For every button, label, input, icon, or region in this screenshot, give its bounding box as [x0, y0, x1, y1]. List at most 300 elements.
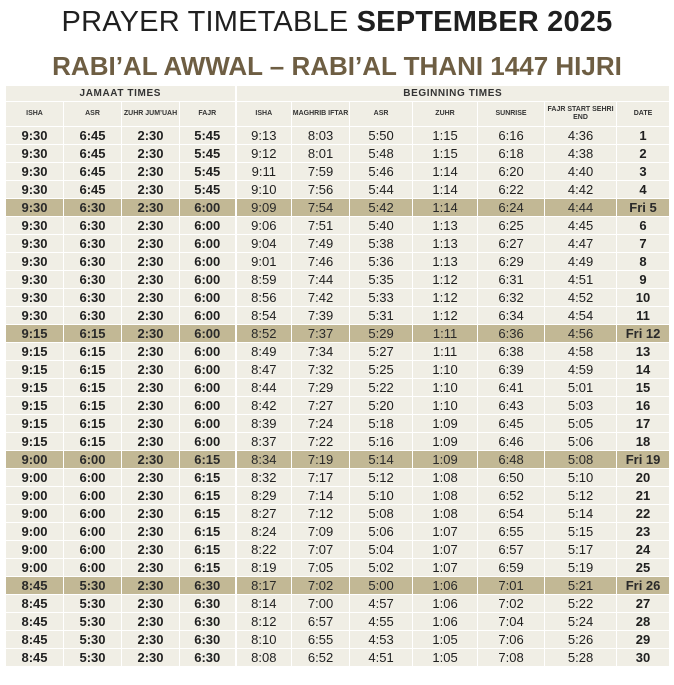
cell-begin-isha: 8:42: [236, 397, 292, 415]
cell-jamaat-zuhr: 2:30: [122, 217, 180, 235]
cell-begin-maghrib: 7:09: [292, 523, 350, 541]
cell-begin-maghrib: 7:51: [292, 217, 350, 235]
cell-begin-asr: 5:10: [350, 487, 413, 505]
cell-jamaat-asr: 6:00: [64, 541, 122, 559]
cell-jamaat-isha: 9:15: [6, 433, 64, 451]
cell-begin-sunrise: 6:36: [478, 325, 545, 343]
cell-jamaat-isha: 9:15: [6, 379, 64, 397]
cell-begin-zuhr: 1:08: [413, 487, 478, 505]
cell-jamaat-asr: 6:30: [64, 307, 122, 325]
cell-date: 21: [617, 487, 670, 505]
cell-jamaat-asr: 6:30: [64, 271, 122, 289]
table-row: [6, 379, 670, 397]
cell-jamaat-fajr: 5:45: [180, 181, 236, 199]
cell-begin-sunrise: 6:48: [478, 451, 545, 469]
cell-begin-zuhr: 1:05: [413, 649, 478, 667]
cell-begin-isha: 9:09: [236, 199, 292, 217]
cell-begin-asr: 4:53: [350, 631, 413, 649]
cell-begin-fajr: 4:54: [545, 307, 617, 325]
cell-date: 28: [617, 613, 670, 631]
cell-begin-isha: 9:01: [236, 253, 292, 271]
cell-jamaat-isha: 9:30: [6, 199, 64, 217]
cell-jamaat-isha: 9:30: [6, 235, 64, 253]
cell-begin-maghrib: 7:42: [292, 289, 350, 307]
cell-jamaat-fajr: 5:45: [180, 127, 236, 145]
cell-jamaat-asr: 6:00: [64, 469, 122, 487]
friday-table-row: [6, 325, 670, 343]
cell-jamaat-zuhr: 2:30: [122, 649, 180, 667]
cell-jamaat-zuhr: 2:30: [122, 523, 180, 541]
cell-begin-maghrib: 6:57: [292, 613, 350, 631]
cell-jamaat-isha: 9:00: [6, 541, 64, 559]
cell-begin-maghrib: 7:12: [292, 505, 350, 523]
column-header-row: [6, 102, 670, 127]
cell-date: 11: [617, 307, 670, 325]
cell-jamaat-isha: 9:30: [6, 271, 64, 289]
cell-begin-zuhr: 1:14: [413, 181, 478, 199]
cell-jamaat-zuhr: 2:30: [122, 505, 180, 523]
cell-begin-zuhr: 1:07: [413, 541, 478, 559]
cell-jamaat-zuhr: 2:30: [122, 487, 180, 505]
cell-jamaat-asr: 6:45: [64, 163, 122, 181]
cell-begin-maghrib: 7:05: [292, 559, 350, 577]
cell-begin-fajr: 5:15: [545, 523, 617, 541]
cell-jamaat-fajr: 6:00: [180, 361, 236, 379]
cell-begin-sunrise: 6:59: [478, 559, 545, 577]
cell-jamaat-fajr: 6:15: [180, 487, 236, 505]
table-row: [6, 307, 670, 325]
cell-jamaat-fajr: 6:00: [180, 415, 236, 433]
cell-jamaat-isha: 9:00: [6, 559, 64, 577]
cell-begin-maghrib: 7:19: [292, 451, 350, 469]
cell-jamaat-asr: 5:30: [64, 649, 122, 667]
cell-begin-zuhr: 1:13: [413, 253, 478, 271]
cell-jamaat-isha: 9:15: [6, 415, 64, 433]
cell-jamaat-zuhr: 2:30: [122, 379, 180, 397]
table-row: [6, 649, 670, 667]
cell-jamaat-fajr: 6:00: [180, 289, 236, 307]
cell-begin-fajr: 4:52: [545, 289, 617, 307]
table-row: [6, 631, 670, 649]
cell-begin-zuhr: 1:11: [413, 325, 478, 343]
cell-begin-maghrib: 7:07: [292, 541, 350, 559]
friday-table-row: [6, 577, 670, 595]
beginning-times-header: BEGINNING TIMES: [236, 86, 670, 102]
cell-begin-sunrise: 6:29: [478, 253, 545, 271]
cell-begin-zuhr: 1:11: [413, 343, 478, 361]
cell-begin-asr: 5:02: [350, 559, 413, 577]
col-jamaat-asr: ASR: [64, 102, 122, 127]
cell-jamaat-asr: 6:00: [64, 523, 122, 541]
cell-jamaat-asr: 6:45: [64, 127, 122, 145]
table-row: [6, 271, 670, 289]
cell-jamaat-isha: 9:30: [6, 217, 64, 235]
cell-begin-asr: 5:12: [350, 469, 413, 487]
prayer-timetable: [5, 85, 670, 667]
cell-begin-sunrise: 6:27: [478, 235, 545, 253]
cell-jamaat-isha: 9:00: [6, 523, 64, 541]
cell-date: 14: [617, 361, 670, 379]
cell-date: 15: [617, 379, 670, 397]
cell-begin-maghrib: 7:39: [292, 307, 350, 325]
table-row: [6, 289, 670, 307]
timetable-body: [6, 127, 670, 667]
cell-begin-maghrib: 7:29: [292, 379, 350, 397]
cell-jamaat-fajr: 6:00: [180, 253, 236, 271]
cell-begin-isha: 8:10: [236, 631, 292, 649]
col-begin-maghrib: MAGHRIB IFTAR: [292, 102, 350, 127]
table-row: [6, 595, 670, 613]
cell-begin-zuhr: 1:14: [413, 163, 478, 181]
cell-begin-fajr: 5:22: [545, 595, 617, 613]
cell-begin-isha: 8:56: [236, 289, 292, 307]
cell-begin-maghrib: 8:01: [292, 145, 350, 163]
table-row: [6, 541, 670, 559]
cell-jamaat-asr: 5:30: [64, 613, 122, 631]
cell-begin-sunrise: 6:57: [478, 541, 545, 559]
cell-date: 6: [617, 217, 670, 235]
cell-begin-isha: 8:19: [236, 559, 292, 577]
cell-begin-asr: 5:42: [350, 199, 413, 217]
cell-jamaat-fajr: 6:30: [180, 649, 236, 667]
cell-begin-asr: 5:35: [350, 271, 413, 289]
cell-date: 17: [617, 415, 670, 433]
cell-begin-fajr: 4:42: [545, 181, 617, 199]
cell-jamaat-fajr: 6:00: [180, 433, 236, 451]
cell-date: 10: [617, 289, 670, 307]
cell-begin-sunrise: 7:08: [478, 649, 545, 667]
hijri-subtitle: RABI’AL AWWAL – RABI’AL THANI 1447 HIJRI: [52, 51, 622, 81]
cell-begin-asr: 5:04: [350, 541, 413, 559]
col-begin-isha: ISHA: [236, 102, 292, 127]
cell-jamaat-isha: 8:45: [6, 577, 64, 595]
cell-jamaat-zuhr: 2:30: [122, 181, 180, 199]
cell-jamaat-isha: 9:15: [6, 325, 64, 343]
col-jamaat-isha: ISHA: [6, 102, 64, 127]
cell-begin-asr: 5:20: [350, 397, 413, 415]
cell-begin-sunrise: 6:38: [478, 343, 545, 361]
cell-begin-zuhr: 1:06: [413, 577, 478, 595]
cell-jamaat-zuhr: 2:30: [122, 253, 180, 271]
cell-begin-zuhr: 1:15: [413, 145, 478, 163]
cell-begin-asr: 5:44: [350, 181, 413, 199]
cell-jamaat-fajr: 6:00: [180, 343, 236, 361]
cell-date: 24: [617, 541, 670, 559]
cell-begin-asr: 5:16: [350, 433, 413, 451]
table-row: [6, 145, 670, 163]
cell-begin-maghrib: 7:14: [292, 487, 350, 505]
cell-jamaat-fajr: 6:00: [180, 379, 236, 397]
cell-jamaat-asr: 6:30: [64, 289, 122, 307]
cell-begin-sunrise: 6:43: [478, 397, 545, 415]
cell-begin-sunrise: 6:52: [478, 487, 545, 505]
cell-begin-sunrise: 6:32: [478, 289, 545, 307]
cell-jamaat-fajr: 6:15: [180, 469, 236, 487]
cell-begin-isha: 8:49: [236, 343, 292, 361]
cell-begin-fajr: 5:19: [545, 559, 617, 577]
cell-begin-fajr: 4:40: [545, 163, 617, 181]
cell-begin-zuhr: 1:13: [413, 217, 478, 235]
cell-begin-fajr: 4:38: [545, 145, 617, 163]
cell-begin-maghrib: 7:37: [292, 325, 350, 343]
cell-jamaat-fajr: 6:00: [180, 199, 236, 217]
cell-begin-maghrib: 7:49: [292, 235, 350, 253]
cell-begin-maghrib: 7:44: [292, 271, 350, 289]
cell-begin-fajr: 4:56: [545, 325, 617, 343]
cell-begin-asr: 5:48: [350, 145, 413, 163]
cell-jamaat-zuhr: 2:30: [122, 343, 180, 361]
cell-begin-zuhr: 1:12: [413, 289, 478, 307]
table-row: [6, 559, 670, 577]
cell-jamaat-fajr: 6:15: [180, 523, 236, 541]
cell-begin-zuhr: 1:12: [413, 271, 478, 289]
cell-jamaat-asr: 6:00: [64, 505, 122, 523]
cell-begin-sunrise: 6:24: [478, 199, 545, 217]
cell-jamaat-isha: 8:45: [6, 613, 64, 631]
cell-begin-sunrise: 7:01: [478, 577, 545, 595]
cell-jamaat-asr: 6:15: [64, 379, 122, 397]
cell-begin-sunrise: 6:54: [478, 505, 545, 523]
cell-jamaat-zuhr: 2:30: [122, 163, 180, 181]
cell-jamaat-fajr: 6:15: [180, 559, 236, 577]
table-row: [6, 415, 670, 433]
cell-begin-asr: 5:46: [350, 163, 413, 181]
cell-jamaat-fajr: 6:30: [180, 577, 236, 595]
cell-begin-maghrib: 7:56: [292, 181, 350, 199]
cell-begin-sunrise: 7:02: [478, 595, 545, 613]
cell-begin-isha: 9:12: [236, 145, 292, 163]
cell-begin-asr: 5:38: [350, 235, 413, 253]
cell-begin-isha: 9:13: [236, 127, 292, 145]
cell-begin-sunrise: 6:39: [478, 361, 545, 379]
cell-jamaat-asr: 6:30: [64, 253, 122, 271]
cell-begin-zuhr: 1:12: [413, 307, 478, 325]
cell-jamaat-isha: 9:30: [6, 163, 64, 181]
cell-begin-fajr: 5:21: [545, 577, 617, 595]
cell-begin-fajr: 4:59: [545, 361, 617, 379]
cell-date: 30: [617, 649, 670, 667]
cell-begin-asr: 5:27: [350, 343, 413, 361]
cell-jamaat-fajr: 6:15: [180, 541, 236, 559]
cell-date: 25: [617, 559, 670, 577]
cell-begin-sunrise: 7:06: [478, 631, 545, 649]
cell-begin-asr: 5:14: [350, 451, 413, 469]
col-begin-asr: ASR: [350, 102, 413, 127]
cell-jamaat-zuhr: 2:30: [122, 289, 180, 307]
cell-begin-zuhr: 1:09: [413, 433, 478, 451]
table-row: [6, 433, 670, 451]
table-row: [6, 163, 670, 181]
cell-begin-fajr: 4:45: [545, 217, 617, 235]
cell-jamaat-fajr: 5:45: [180, 145, 236, 163]
cell-jamaat-asr: 6:15: [64, 415, 122, 433]
cell-begin-zuhr: 1:07: [413, 523, 478, 541]
cell-begin-fajr: 5:05: [545, 415, 617, 433]
cell-begin-zuhr: 1:07: [413, 559, 478, 577]
cell-jamaat-isha: 9:15: [6, 361, 64, 379]
jamaat-times-header: JAMAAT TIMES: [6, 86, 236, 102]
cell-date: 4: [617, 181, 670, 199]
cell-jamaat-asr: 6:30: [64, 217, 122, 235]
cell-jamaat-asr: 6:45: [64, 181, 122, 199]
cell-jamaat-asr: 6:30: [64, 235, 122, 253]
cell-date: 3: [617, 163, 670, 181]
cell-begin-sunrise: 6:55: [478, 523, 545, 541]
cell-date: 22: [617, 505, 670, 523]
cell-jamaat-fajr: 6:15: [180, 505, 236, 523]
cell-begin-isha: 8:37: [236, 433, 292, 451]
cell-begin-asr: 5:40: [350, 217, 413, 235]
cell-jamaat-isha: 9:30: [6, 145, 64, 163]
column-group-header-row: [6, 86, 670, 102]
col-date: DATE: [617, 102, 670, 127]
cell-begin-isha: 9:06: [236, 217, 292, 235]
cell-jamaat-fajr: 5:45: [180, 163, 236, 181]
cell-begin-zuhr: 1:06: [413, 613, 478, 631]
col-begin-fajr: FAJR START SEHRI END: [545, 102, 617, 127]
cell-begin-maghrib: 7:59: [292, 163, 350, 181]
cell-jamaat-isha: 8:45: [6, 595, 64, 613]
cell-begin-zuhr: 1:10: [413, 397, 478, 415]
cell-begin-isha: 8:32: [236, 469, 292, 487]
cell-begin-isha: 8:44: [236, 379, 292, 397]
cell-begin-fajr: 4:49: [545, 253, 617, 271]
page-title: [0, 4, 674, 40]
cell-date: Fri 26: [617, 577, 670, 595]
cell-begin-zuhr: 1:06: [413, 595, 478, 613]
cell-begin-asr: 5:50: [350, 127, 413, 145]
cell-begin-fajr: 5:17: [545, 541, 617, 559]
cell-jamaat-zuhr: 2:30: [122, 451, 180, 469]
cell-begin-asr: 5:18: [350, 415, 413, 433]
cell-jamaat-fajr: 6:00: [180, 307, 236, 325]
cell-begin-isha: 8:22: [236, 541, 292, 559]
cell-begin-fajr: 5:03: [545, 397, 617, 415]
cell-begin-asr: 4:51: [350, 649, 413, 667]
cell-jamaat-fajr: 6:00: [180, 397, 236, 415]
cell-begin-fajr: 5:14: [545, 505, 617, 523]
cell-begin-zuhr: 1:08: [413, 505, 478, 523]
col-begin-zuhr: ZUHR: [413, 102, 478, 127]
cell-jamaat-fajr: 6:00: [180, 217, 236, 235]
cell-begin-maghrib: 7:34: [292, 343, 350, 361]
cell-begin-maghrib: 7:54: [292, 199, 350, 217]
cell-begin-maghrib: 7:02: [292, 577, 350, 595]
cell-jamaat-isha: 9:00: [6, 487, 64, 505]
friday-table-row: [6, 199, 670, 217]
table-row: [6, 235, 670, 253]
cell-begin-isha: 8:34: [236, 451, 292, 469]
cell-begin-isha: 9:04: [236, 235, 292, 253]
cell-begin-sunrise: 6:22: [478, 181, 545, 199]
cell-jamaat-isha: 8:45: [6, 631, 64, 649]
cell-begin-maghrib: 6:52: [292, 649, 350, 667]
cell-begin-isha: 8:47: [236, 361, 292, 379]
cell-jamaat-zuhr: 2:30: [122, 631, 180, 649]
cell-jamaat-zuhr: 2:30: [122, 559, 180, 577]
cell-jamaat-fajr: 6:00: [180, 235, 236, 253]
cell-jamaat-zuhr: 2:30: [122, 325, 180, 343]
friday-table-row: [6, 451, 670, 469]
cell-jamaat-isha: 9:15: [6, 397, 64, 415]
cell-begin-fajr: 4:36: [545, 127, 617, 145]
cell-begin-asr: 4:55: [350, 613, 413, 631]
cell-jamaat-zuhr: 2:30: [122, 127, 180, 145]
cell-begin-isha: 8:59: [236, 271, 292, 289]
cell-begin-zuhr: 1:08: [413, 469, 478, 487]
cell-jamaat-zuhr: 2:30: [122, 433, 180, 451]
cell-jamaat-isha: 8:45: [6, 649, 64, 667]
cell-begin-zuhr: 1:09: [413, 451, 478, 469]
table-row: [6, 487, 670, 505]
cell-begin-fajr: 5:06: [545, 433, 617, 451]
cell-date: Fri 19: [617, 451, 670, 469]
cell-begin-isha: 8:29: [236, 487, 292, 505]
cell-begin-maghrib: 7:27: [292, 397, 350, 415]
cell-jamaat-zuhr: 2:30: [122, 235, 180, 253]
cell-begin-asr: 5:29: [350, 325, 413, 343]
col-jamaat-zuhr: ZUHR JUM’UAH: [122, 102, 180, 127]
cell-jamaat-asr: 6:00: [64, 559, 122, 577]
cell-begin-zuhr: 1:09: [413, 415, 478, 433]
cell-jamaat-isha: 9:15: [6, 343, 64, 361]
cell-jamaat-fajr: 6:30: [180, 613, 236, 631]
cell-date: 29: [617, 631, 670, 649]
col-begin-sunrise: SUNRISE: [478, 102, 545, 127]
cell-begin-isha: 9:11: [236, 163, 292, 181]
cell-jamaat-isha: 9:30: [6, 181, 64, 199]
cell-date: 7: [617, 235, 670, 253]
cell-begin-maghrib: 7:24: [292, 415, 350, 433]
cell-begin-sunrise: 6:34: [478, 307, 545, 325]
cell-jamaat-zuhr: 2:30: [122, 415, 180, 433]
cell-jamaat-zuhr: 2:30: [122, 541, 180, 559]
cell-jamaat-asr: 6:15: [64, 343, 122, 361]
table-row: [6, 127, 670, 145]
cell-date: 23: [617, 523, 670, 541]
cell-begin-sunrise: 6:41: [478, 379, 545, 397]
cell-begin-asr: 5:08: [350, 505, 413, 523]
cell-jamaat-zuhr: 2:30: [122, 595, 180, 613]
cell-jamaat-zuhr: 2:30: [122, 145, 180, 163]
cell-begin-fajr: 4:44: [545, 199, 617, 217]
cell-begin-isha: 8:12: [236, 613, 292, 631]
table-row: [6, 253, 670, 271]
cell-begin-asr: 5:31: [350, 307, 413, 325]
cell-jamaat-zuhr: 2:30: [122, 361, 180, 379]
cell-jamaat-fajr: 6:30: [180, 595, 236, 613]
cell-jamaat-isha: 9:30: [6, 289, 64, 307]
table-row: [6, 523, 670, 541]
cell-jamaat-zuhr: 2:30: [122, 307, 180, 325]
cell-date: Fri 5: [617, 199, 670, 217]
table-row: [6, 217, 670, 235]
cell-jamaat-zuhr: 2:30: [122, 577, 180, 595]
cell-begin-sunrise: 7:04: [478, 613, 545, 631]
cell-begin-sunrise: 6:31: [478, 271, 545, 289]
cell-begin-fajr: 5:01: [545, 379, 617, 397]
col-jamaat-fajr: FAJR: [180, 102, 236, 127]
cell-date: 1: [617, 127, 670, 145]
cell-jamaat-isha: 9:00: [6, 451, 64, 469]
cell-begin-asr: 5:00: [350, 577, 413, 595]
cell-date: 8: [617, 253, 670, 271]
cell-begin-maghrib: 7:46: [292, 253, 350, 271]
cell-date: 27: [617, 595, 670, 613]
cell-begin-fajr: 4:47: [545, 235, 617, 253]
table-row: [6, 469, 670, 487]
cell-begin-zuhr: 1:10: [413, 379, 478, 397]
